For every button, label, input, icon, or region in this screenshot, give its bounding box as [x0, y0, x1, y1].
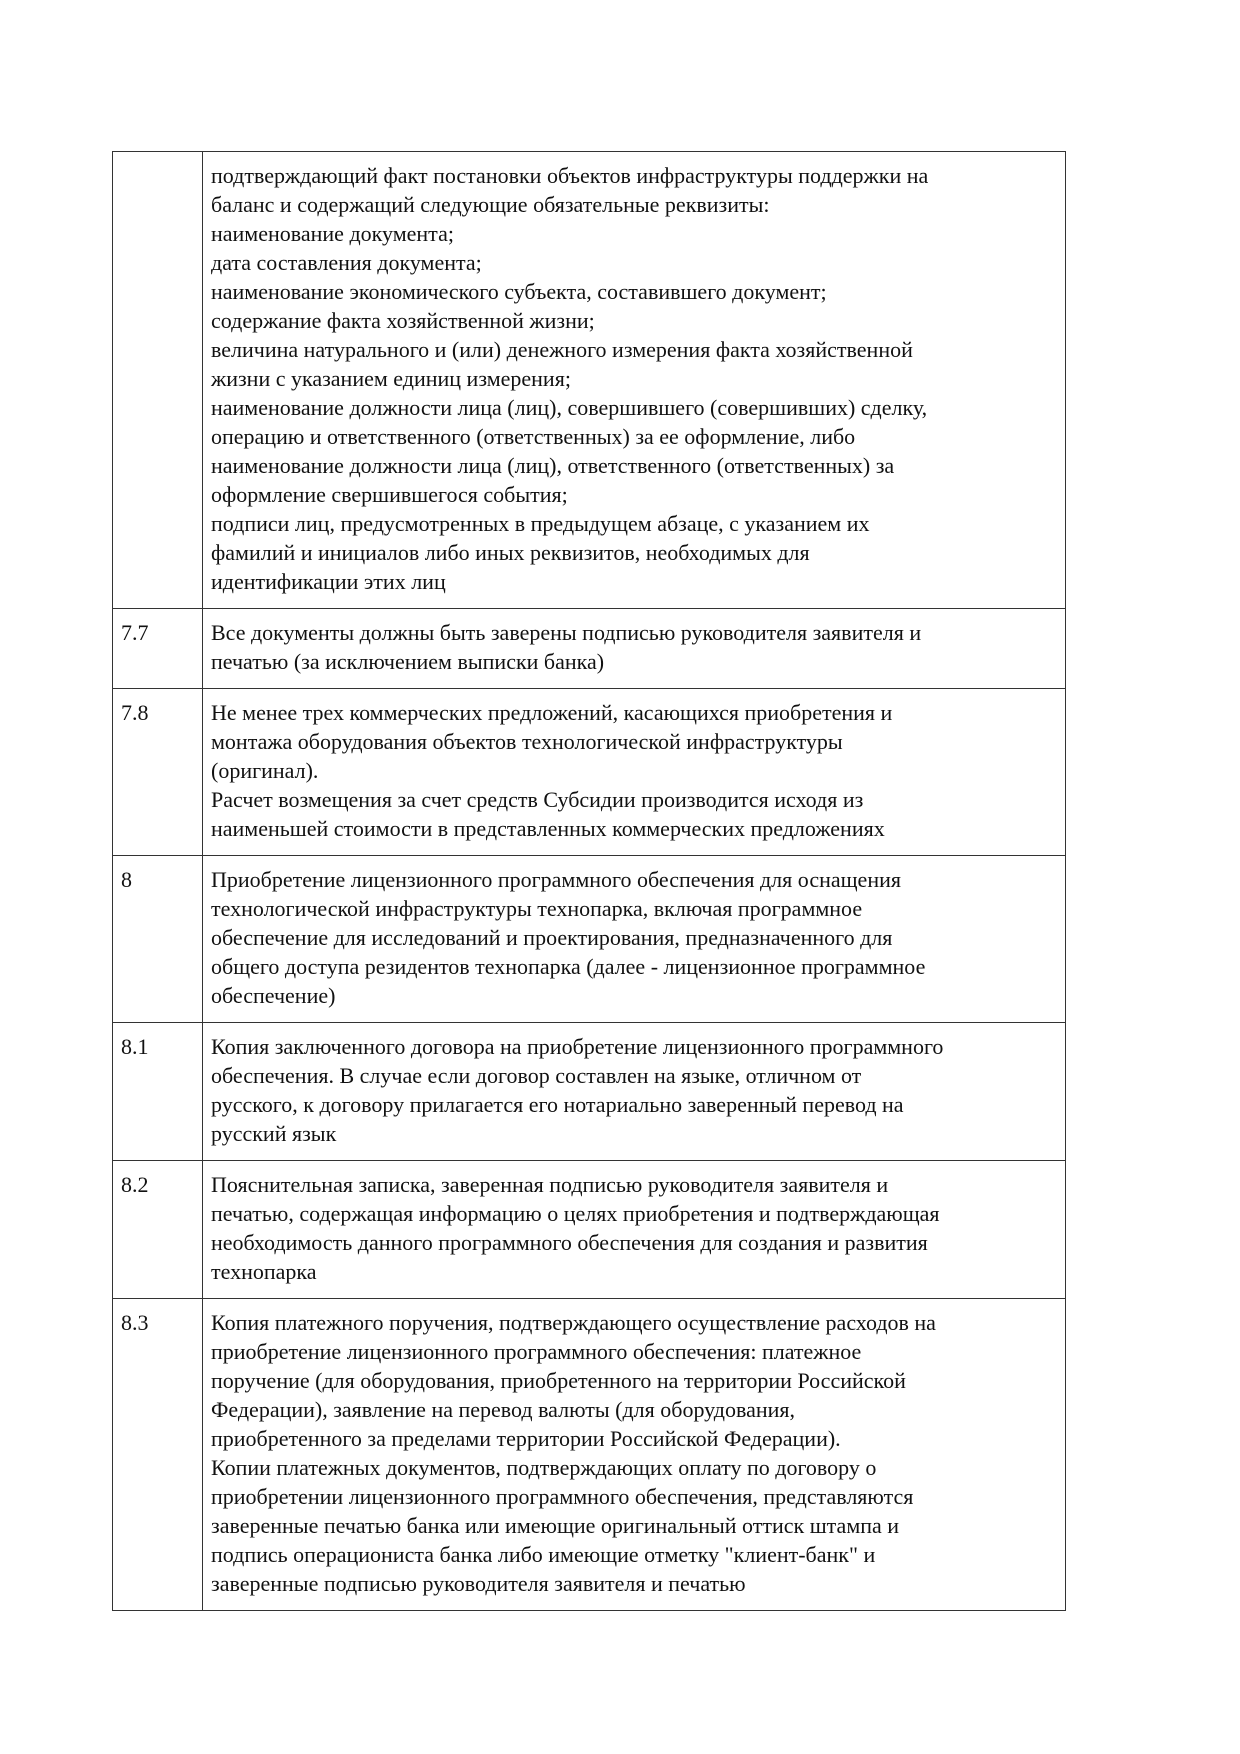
- text-line: русского, к договору прилагается его нотариально заверенный перевод на: [211, 1092, 904, 1117]
- text-line: обеспечения. В случае если договор составлен на языке, отличном от: [211, 1063, 862, 1088]
- row-description: [203, 1023, 1066, 1161]
- text-line: дата составления документа;: [211, 250, 482, 275]
- row-description: [203, 1299, 1066, 1611]
- text-line: технологической инфраструктуры технопарка, включая программное: [211, 896, 863, 921]
- text-line: монтажа оборудования объектов технологической инфраструктуры: [211, 729, 843, 754]
- text-line: приобретенного за пределами территории Российской Федерации).: [211, 1426, 841, 1451]
- table-row: [113, 152, 1066, 609]
- text-line: приобретение лицензионного программного обеспечения: платежное: [211, 1339, 862, 1364]
- row-description: [203, 856, 1066, 1023]
- text-line: подтверждающий факт постановки объектов инфраструктуры поддержки на: [211, 163, 929, 188]
- text-line: заверенные печатью банка или имеющие оригинальный оттиск штампа и: [211, 1513, 900, 1538]
- text-line: печатью, содержащая информацию о целях приобретения и подтверждающая: [211, 1201, 940, 1226]
- row-description: [203, 609, 1066, 689]
- text-line: необходимость данного программного обеспечения для создания и развития: [211, 1230, 928, 1255]
- row-description: [203, 1161, 1066, 1299]
- text-line: подпись операциониста банка либо имеющие отметку "клиент-банк" и: [211, 1542, 876, 1567]
- text-line: наименование документа;: [211, 221, 454, 246]
- row-description: [203, 152, 1066, 609]
- text-line: Копия платежного поручения, подтверждающего осуществление расходов на: [211, 1310, 936, 1335]
- text-line: технопарка: [211, 1259, 317, 1284]
- text-line: фамилий и инициалов либо иных реквизитов, необходимых для: [211, 540, 810, 565]
- text-line: Приобретение лицензионного программного обеспечения для оснащения: [211, 867, 901, 892]
- text-line: Копия заключенного договора на приобретение лицензионного программного: [211, 1034, 944, 1059]
- table-row: [113, 1299, 1066, 1611]
- text-line: наименование должности лица (лиц), совершившего (совершивших) сделку,: [211, 395, 928, 420]
- text-line: идентификации этих лиц: [211, 569, 446, 594]
- text-line: наименьшей стоимости в представленных коммерческих предложениях: [211, 816, 885, 841]
- row-number: [113, 152, 203, 609]
- table-row: [113, 609, 1066, 689]
- text-line: русский язык: [211, 1121, 337, 1146]
- table-row: [113, 1161, 1066, 1299]
- row-description: [203, 689, 1066, 856]
- table-row: [113, 856, 1066, 1023]
- row-number: 8.1: [113, 1023, 203, 1161]
- text-line: Копии платежных документов, подтверждающих оплату по договору о: [211, 1455, 877, 1480]
- text-line: Все документы должны быть заверены подписью руководителя заявителя и: [211, 620, 922, 645]
- row-number: 8.2: [113, 1161, 203, 1299]
- text-line: подписи лиц, предусмотренных в предыдущем абзаце, с указанием их: [211, 511, 870, 536]
- text-line: общего доступа резидентов технопарка (далее - лицензионное программное: [211, 954, 926, 979]
- text-line: Не менее трех коммерческих предложений, касающихся приобретения и: [211, 700, 893, 725]
- text-line: наименование должности лица (лиц), ответственного (ответственных) за: [211, 453, 895, 478]
- row-number: 8.3: [113, 1299, 203, 1611]
- text-line: баланс и содержащий следующие обязательные реквизиты:: [211, 192, 770, 217]
- text-line: обеспечение для исследований и проектирования, предназначенного для: [211, 925, 893, 950]
- text-line: обеспечение): [211, 983, 336, 1008]
- text-line: заверенные подписью руководителя заявителя и печатью: [211, 1571, 746, 1596]
- text-line: жизни с указанием единиц измерения;: [211, 366, 571, 391]
- documents-table: [112, 151, 1066, 1611]
- text-line: Пояснительная записка, заверенная подписью руководителя заявителя и: [211, 1172, 889, 1197]
- text-line: Федерации), заявление на перевод валюты (для оборудования,: [211, 1397, 796, 1422]
- text-line: оформление свершившегося события;: [211, 482, 568, 507]
- row-number: 7.7: [113, 609, 203, 689]
- text-line: печатью (за исключением выписки банка): [211, 649, 605, 674]
- row-number: 8: [113, 856, 203, 1023]
- row-number: 7.8: [113, 689, 203, 856]
- text-line: Расчет возмещения за счет средств Субсидии производится исходя из: [211, 787, 864, 812]
- text-line: приобретении лицензионного программного обеспечения, представляются: [211, 1484, 914, 1509]
- table-row: [113, 1023, 1066, 1161]
- text-line: операцию и ответственного (ответственных) за ее оформление, либо: [211, 424, 856, 449]
- text-line: содержание факта хозяйственной жизни;: [211, 308, 595, 333]
- text-line: поручение (для оборудования, приобретенного на территории Российской: [211, 1368, 906, 1393]
- text-line: наименование экономического субъекта, составившего документ;: [211, 279, 827, 304]
- text-line: величина натурального и (или) денежного измерения факта хозяйственной: [211, 337, 913, 362]
- text-line: (оригинал).: [211, 758, 319, 783]
- table-row: [113, 689, 1066, 856]
